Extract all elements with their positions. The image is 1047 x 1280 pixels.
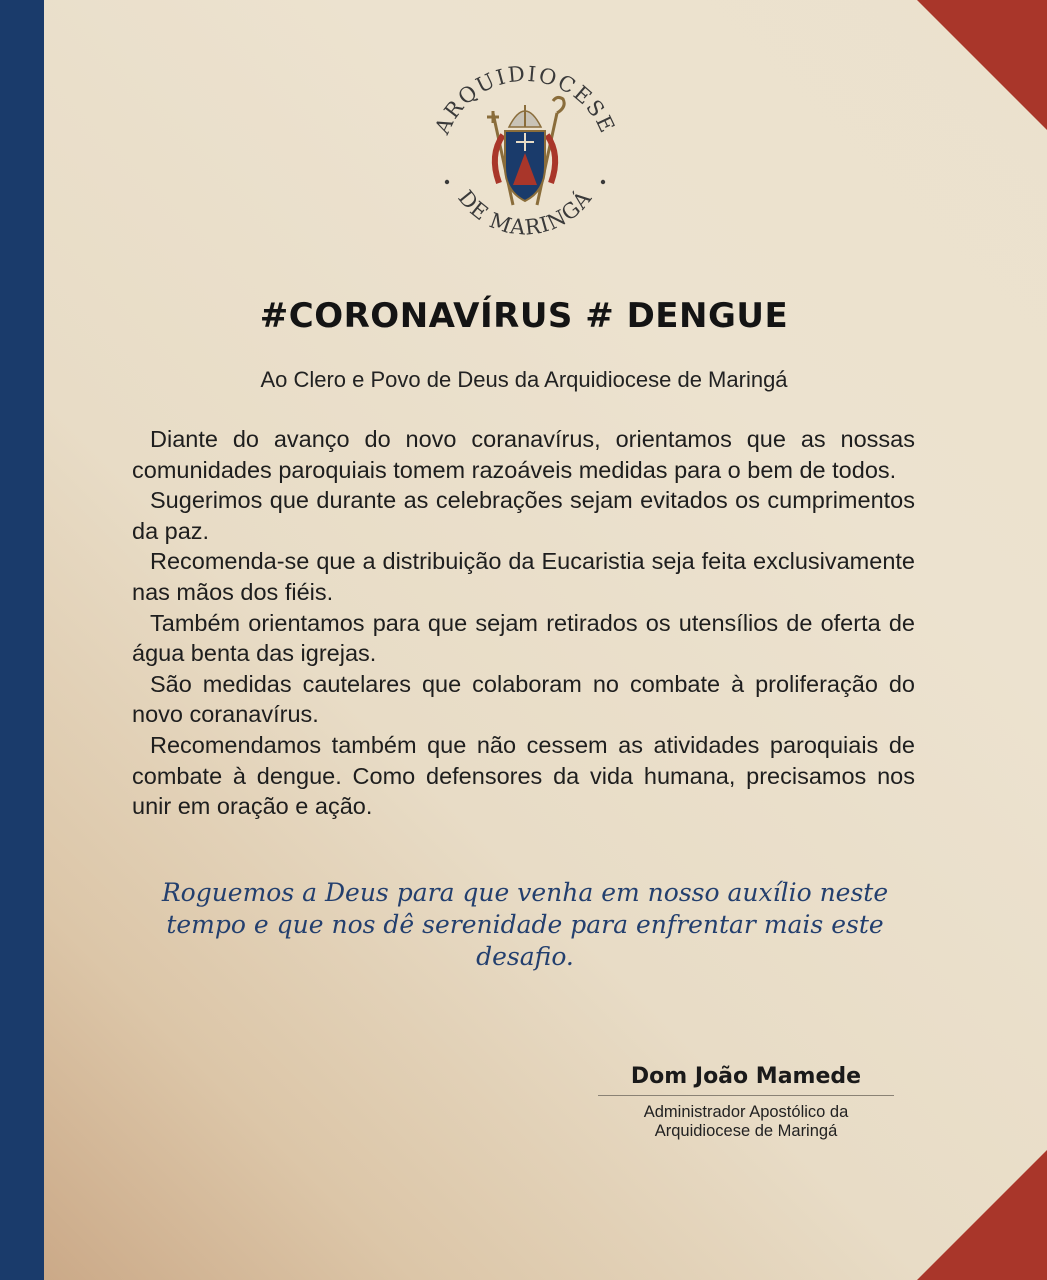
paragraph: Diante do avanço do novo coranavírus, orientamos que as nossas comunidades paroquiais tomem razoáveis medidas para o bem de todos.: [132, 426, 915, 483]
signatory-title: [598, 1103, 894, 1141]
bottom-right-corner-accent: [917, 1150, 1047, 1280]
prayer-line: Roguemos a Deus para que venha em nosso auxílio neste: [161, 878, 889, 907]
paragraph: São medidas cautelares que colaboram no combate à proliferação do novo coranavírus.: [132, 670, 915, 728]
coat-of-arms-icon: [425, 55, 625, 255]
logo-bottom-text: DE MARINGÁ: [453, 185, 597, 240]
signature-block: [598, 1064, 894, 1141]
top-right-corner-accent: [917, 0, 1047, 130]
letter-body: [132, 424, 915, 822]
left-blue-stripe: [0, 0, 44, 1280]
paragraph: Recomenda-se que a distribuição da Eucaristia seja feita exclusivamente nas mãos dos fiéis.: [132, 548, 915, 605]
archdiocese-logo: [425, 55, 625, 255]
signatory-name: Dom João Mamede: [598, 1064, 894, 1096]
addressee: Ao Clero e Povo de Deus da Arquidiocese de Maringá: [260, 367, 788, 392]
signatory-title-line: Administrador Apostólico da: [643, 1103, 849, 1121]
logo-top-text: ARQUIDIOCESE: [430, 61, 620, 138]
headline: #CORONAVÍRUS # DENGUE: [259, 296, 789, 336]
signatory-title-line: Arquidiocese de Maringá: [654, 1122, 838, 1140]
paragraph: Sugerimos que durante as celebrações sejam evitados os cumprimentos da paz.: [132, 487, 915, 544]
paragraph: Também orientamos para que sejam retirados os utensílios de oferta de água benta das igrejas.: [132, 609, 915, 667]
prayer-line: tempo e que nos dê serenidade para enfrentar mais este desafio.: [166, 910, 884, 971]
prayer: [120, 877, 930, 973]
paragraph: Recomendamos também que não cessem as atividades paroquiais de combate à dengue. Como defensores da vida humana, precisamos nos unir em oração e ação.: [132, 731, 915, 820]
